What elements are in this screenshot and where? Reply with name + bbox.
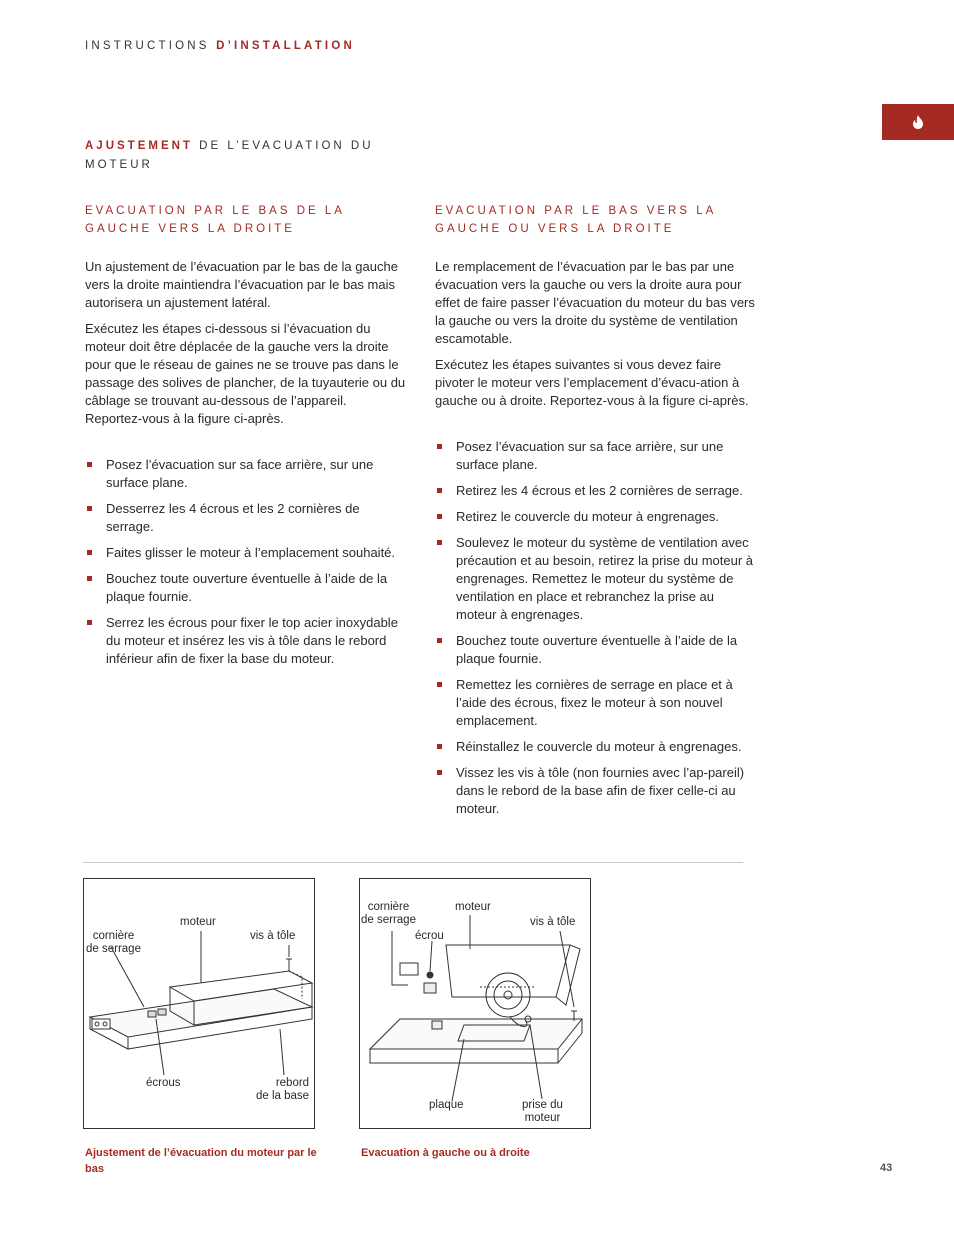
bullet-square-icon bbox=[87, 462, 92, 467]
list-item bbox=[435, 508, 757, 526]
figure1-caption: Ajustement de l’évacuation du moteur par le bas bbox=[85, 1147, 317, 1175]
list-item-text: Vissez les vis à tôle (non fournies avec l’ap-pareil) dans le rebord de la base afin de fixer celle-ci au moteur. bbox=[456, 765, 745, 816]
list-item bbox=[85, 544, 407, 562]
list-item bbox=[85, 614, 407, 668]
bullet-square-icon bbox=[437, 514, 442, 519]
list-item bbox=[85, 500, 407, 536]
list-item-text: Faites glisser le moteur à l’emplacement souhaité. bbox=[106, 545, 396, 560]
list-item bbox=[435, 676, 757, 730]
section-tab bbox=[882, 104, 954, 140]
list-item bbox=[435, 738, 757, 756]
section-title-accent: AJUSTEMENT bbox=[85, 140, 193, 152]
header-accent: D’INSTALLATION bbox=[216, 40, 355, 52]
bullet-square-icon bbox=[87, 506, 92, 511]
list-item bbox=[435, 438, 757, 474]
list-item-text: Posez l’évacuation sur sa face arrière, sur une surface plane. bbox=[456, 439, 724, 472]
list-item bbox=[435, 482, 757, 500]
bullet-square-icon bbox=[437, 744, 442, 749]
list-item-text: Serrez les écrous pour fixer le top acier inoxydable du moteur et insérez les vis à tôle dans le rebord inférieur afin de fixer la base du moteur. bbox=[106, 615, 398, 666]
right-bullet-list bbox=[435, 438, 757, 818]
label-ecrou: écrou bbox=[415, 930, 444, 942]
right-paragraph-2: Exécutez les étapes suivantes si vous devez faire pivoter le moteur vers l’emplacement d’évacu-ation à gauche ou à droite. Reportez-vous à la figure ci-après. bbox=[435, 357, 749, 408]
figure2-caption: Evacuation à gauche ou à droite bbox=[361, 1147, 530, 1159]
left-column bbox=[85, 202, 407, 676]
label-vis: vis à tôle bbox=[250, 930, 296, 942]
running-header bbox=[85, 40, 355, 52]
label-moteur: moteur bbox=[455, 901, 491, 913]
right-column bbox=[435, 202, 757, 826]
label-corniere: cornière de serrage bbox=[86, 930, 141, 955]
flame-icon bbox=[912, 115, 924, 129]
list-item-text: Remettez les cornières de serrage en place et à l’aide des écrous, fixez le moteur à son nouvel emplacement. bbox=[456, 677, 733, 728]
list-item-text: Bouchez toute ouverture éventuelle à l’aide de la plaque fournie. bbox=[456, 633, 738, 666]
list-item bbox=[85, 456, 407, 492]
label-moteur: moteur bbox=[180, 916, 216, 928]
list-item-text: Posez l’évacuation sur sa face arrière, sur une surface plane. bbox=[106, 457, 374, 490]
label-ecrous: écrous bbox=[146, 1077, 181, 1089]
label-rebord: rebord de la base bbox=[256, 1077, 310, 1102]
header-prefix: INSTRUCTIONS bbox=[85, 40, 210, 52]
list-item-text: Bouchez toute ouverture éventuelle à l’aide de la plaque fournie. bbox=[106, 571, 388, 604]
bullet-square-icon bbox=[87, 576, 92, 581]
list-item-text: Desserrez les 4 écrous et les 2 cornières de serrage. bbox=[106, 501, 360, 534]
bullet-square-icon bbox=[437, 682, 442, 687]
label-prise: prise du moteur bbox=[522, 1099, 563, 1124]
label-plaque: plaque bbox=[429, 1099, 464, 1111]
bullet-square-icon bbox=[437, 638, 442, 643]
left-bullet-list bbox=[85, 456, 407, 668]
list-item-text: Réinstallez le couvercle du moteur à engrenages. bbox=[456, 739, 742, 754]
bullet-square-icon bbox=[437, 540, 442, 545]
bullet-square-icon bbox=[437, 444, 442, 449]
bullet-square-icon bbox=[437, 770, 442, 775]
label-vis: vis à tôle bbox=[530, 916, 576, 928]
bullet-square-icon bbox=[87, 550, 92, 555]
left-heading: EVACUATION PAR LE BAS DE LA GAUCHE VERS LA DROITE bbox=[85, 205, 345, 235]
figure-side-exhaust bbox=[359, 878, 591, 1129]
bullet-square-icon bbox=[437, 488, 442, 493]
right-heading: EVACUATION PAR LE BAS VERS LA GAUCHE OU VERS LA DROITE bbox=[435, 205, 716, 235]
right-paragraph-1: Le remplacement de l’évacuation par le bas par une évacuation vers la gauche ou vers la droite aura pour effet de faire passer l’évacuation du moteur du bas vers la gauche ou vers la droite du système de ventilation escamotable. bbox=[435, 259, 755, 346]
list-item-text: Retirez le couvercle du moteur à engrenages. bbox=[456, 509, 720, 524]
left-paragraph-2: Exécutez les étapes ci-dessous si l’évacuation du moteur doit être déplacée de la gauche vers la droite pour que le réseau de gaines ne se trouve pas dans le passage des solives de plancher, de la tuyauterie ou du câblage se trouvant au-dessous de l’appareil. Reportez-vous à la figure ci-après. bbox=[85, 321, 406, 426]
list-item-text: Retirez les 4 écrous et les 2 cornières de serrage. bbox=[456, 483, 743, 498]
section-title-rest: DE L’EVACUATION DU MOTEUR bbox=[85, 140, 374, 171]
section-title bbox=[85, 137, 415, 175]
left-paragraph-1: Un ajustement de l’évacuation par le bas de la gauche vers la droite maintiendra l’évacuation par le bas mais autorisera un ajustement latéral. bbox=[85, 259, 398, 310]
list-item bbox=[435, 534, 757, 624]
list-item bbox=[85, 570, 407, 606]
list-item bbox=[435, 764, 757, 818]
list-item bbox=[435, 632, 757, 668]
section-divider bbox=[83, 862, 743, 863]
figure-bottom-exhaust bbox=[83, 878, 315, 1129]
bullet-square-icon bbox=[87, 620, 92, 625]
list-item-text: Soulevez le moteur du système de ventilation avec précaution et au besoin, retirez la prise du moteur à engrenages. Remettez le moteur du système de ventilation en place et rebranchez la prise au moteur à engrenages. bbox=[456, 535, 754, 622]
page-number: 43 bbox=[880, 1162, 893, 1174]
label-corniere: cornière de serrage bbox=[361, 901, 416, 926]
